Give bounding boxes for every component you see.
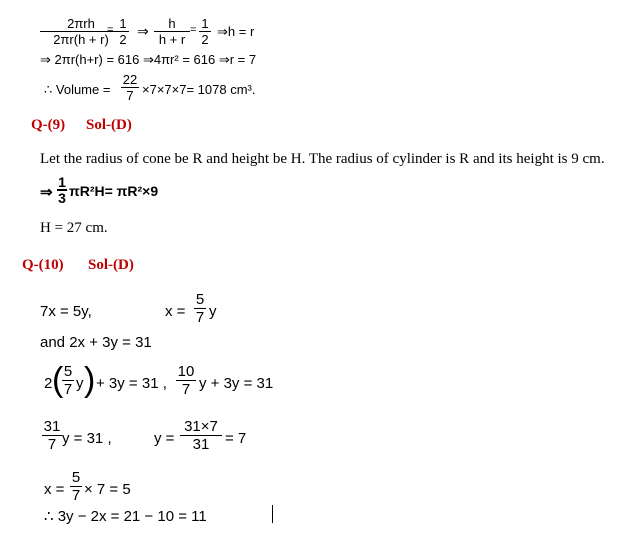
equals-sign: =	[107, 24, 114, 36]
fraction-one-half-b: 1 2	[199, 16, 211, 47]
fraction-22-7: 22 7	[122, 72, 138, 103]
left-paren: (	[52, 361, 64, 399]
fraction-31-7: 31 7	[43, 418, 61, 453]
implies-arrow: ⇒	[137, 23, 149, 39]
q10-line4b-rest: = 7	[225, 430, 247, 447]
fraction-31x7-over-31: 31×7 31	[180, 418, 222, 453]
q9-solution-label: Sol-(D)	[86, 117, 132, 133]
q10-line5-rest: × 7 = 5	[84, 481, 131, 498]
result-h-equals-r: ⇒h = r	[217, 24, 255, 39]
fraction-one-third: 1 3	[58, 174, 66, 206]
q10-line5-x: x =	[44, 481, 65, 498]
q10-line3-two: 2	[44, 375, 53, 392]
fraction-h-over-hr: h h + r	[154, 16, 190, 47]
equals-sign: =	[190, 24, 197, 36]
volume-suffix: ×7×7×7= 1078 cm³.	[142, 82, 256, 97]
q10-line2: and 2x + 3y = 31	[40, 334, 152, 351]
implies-arrow: ⇒	[40, 184, 53, 201]
q10-line3-rest: + 3y = 31 ,	[96, 375, 167, 392]
q10-line1-left: 7x = 5y,	[40, 303, 92, 320]
q9-result: H = 27 cm.	[40, 220, 108, 236]
q9-statement: Let the radius of cone be R and height be H. The radius of cylinder is R and its height is 9 cm.	[40, 151, 605, 167]
q9-equation-text: πR²H= πR²×9	[69, 183, 159, 199]
q10-line1-x: x =	[165, 303, 186, 320]
volume-prefix: ∴ Volume =	[44, 82, 111, 97]
q10-line3b-rest: y + 3y = 31	[199, 375, 274, 392]
q10-line4-rest: y = 31 ,	[62, 430, 112, 447]
fraction-5-7-c: 5 7	[71, 469, 81, 504]
fraction-5-7: 5 7	[195, 291, 205, 326]
q10-solution-label: Sol-(D)	[88, 257, 134, 273]
fraction-5-7-paren: 5 7	[63, 363, 73, 398]
q10-question-label: Q-(10)	[22, 257, 64, 273]
q9-question-label: Q-(9)	[31, 117, 66, 133]
sol8-line2: ⇒ 2πr(h+r) = 616 ⇒4πr² = 616 ⇒r = 7	[40, 52, 257, 67]
text-cursor	[272, 505, 273, 523]
q10-line3-y: y	[76, 375, 84, 392]
fraction-2pirh: 2πrh 2πr(h + r)	[40, 16, 122, 47]
q10-line4-y: y =	[154, 430, 175, 447]
fraction-one-half: 1 2	[117, 16, 129, 47]
q10-line1-y: y	[209, 303, 217, 320]
q10-line6: ∴ 3y − 2x = 21 − 10 = 11	[44, 508, 207, 525]
fraction-10-7: 10 7	[177, 363, 195, 398]
right-paren: )	[84, 361, 96, 399]
